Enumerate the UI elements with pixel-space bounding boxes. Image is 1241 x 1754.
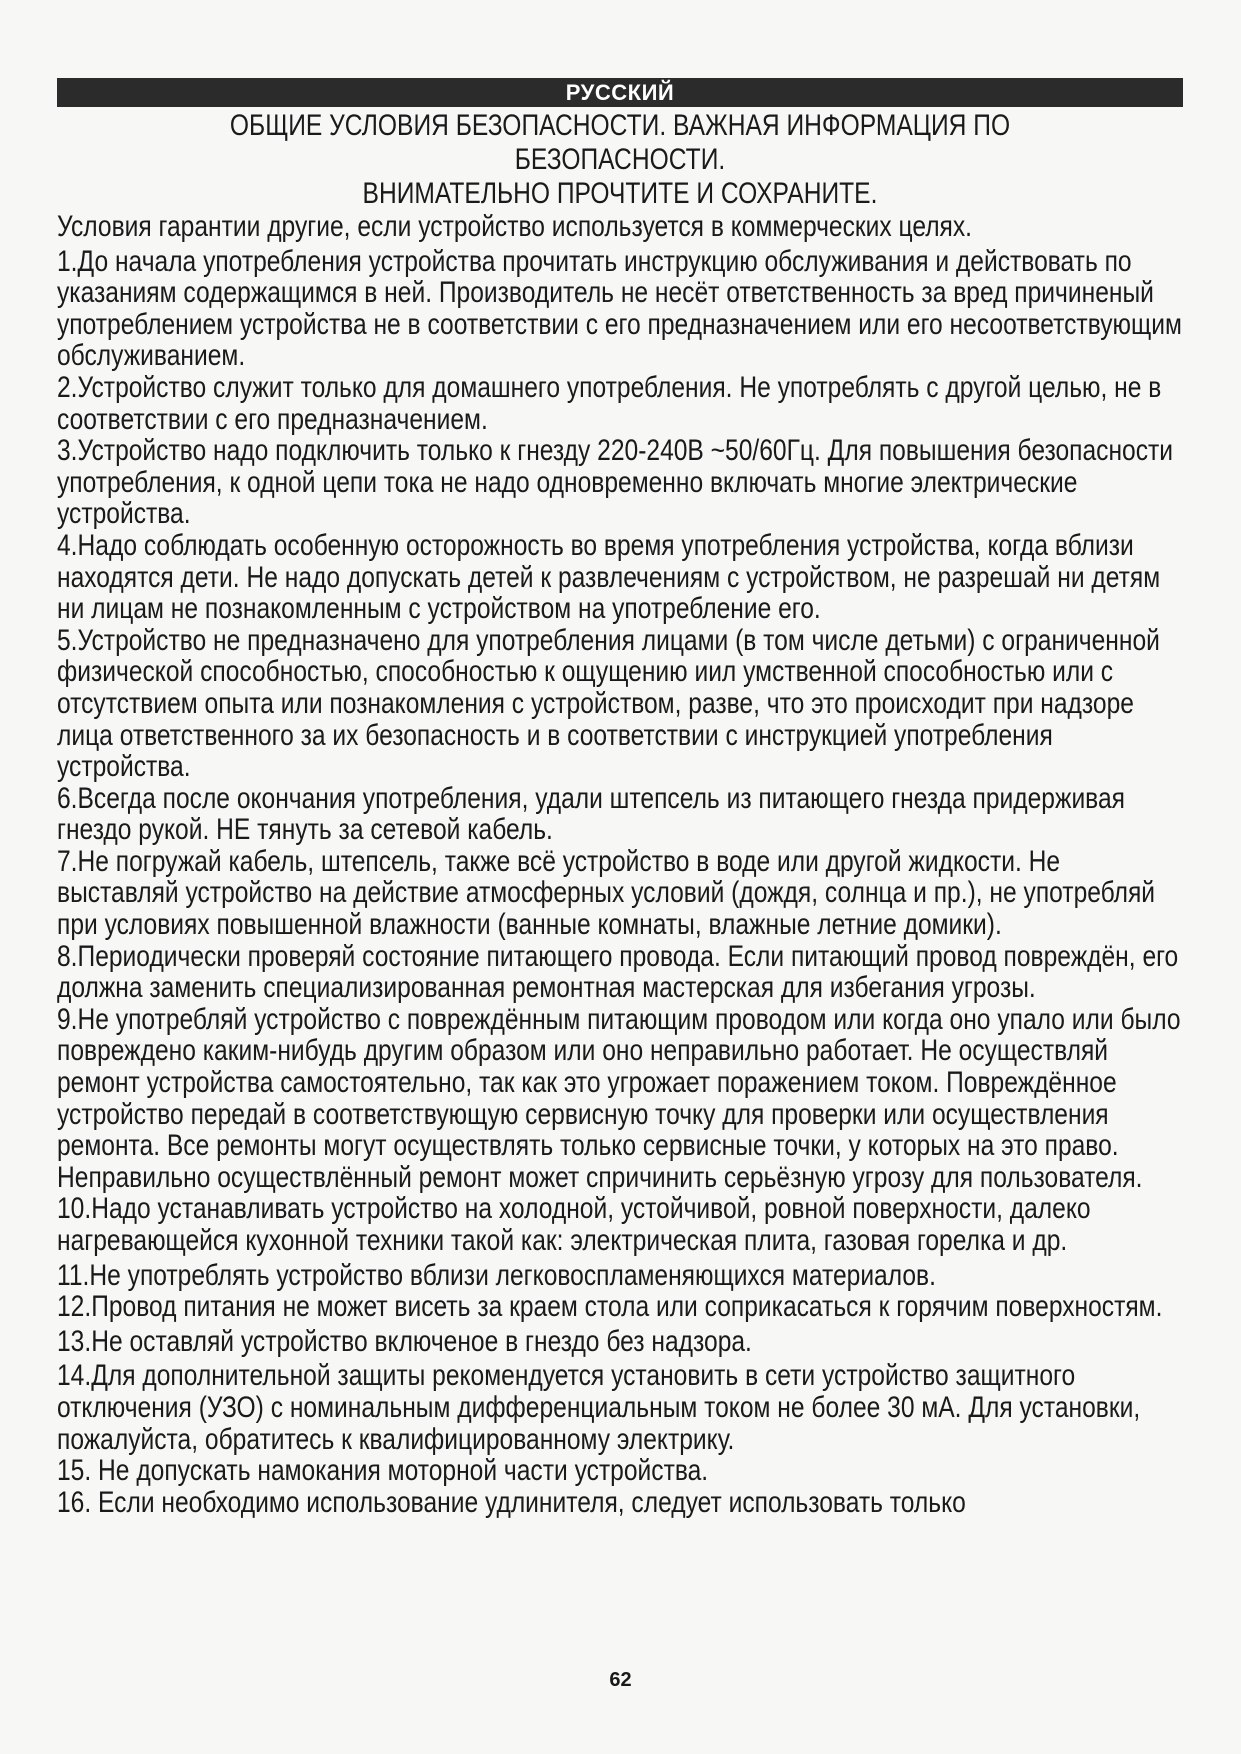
instruction-item-1: 1.До начала употребления устройства прочитать инструкцию обслуживания и действовать по указаниям содержащимся в ней. Производитель не несёт ответственность за вред причиненый употреблением устройства не в соответствии с его предназначением или его несоответствующим обслуживанием. [57,244,1182,373]
section-title-line-2: ВНИМАТЕЛЬНО ПРОЧТИТЕ И СОХРАНИТЕ. [362,177,878,210]
instruction-item-7: 7.Не погружай кабель, штепсель, также всё устройство в воде или другой жидкости. Не выставляй устройство на действие атмосферных условий (дождя, солнца и пр.), не употребляй при условиях повышенной влажности (ванные комнаты, влажные летние домики). [57,844,1156,942]
instruction-item-14: 14.Для дополнительной защиты рекомендуется установить в сети устройство защитного отключения (УЗО) с номинальным дифференциальным током не более 30 мА. Для установки, пожалуйста, обратитесь к квалифицированному электрику. [57,1359,1141,1456]
instruction-item-16: 16. Если необходимо использование удлинителя, следует использовать только [57,1485,966,1519]
instruction-item-13: 13.Не оставляй устройство включеное в гнездо без надзора. [57,1324,752,1358]
instruction-item-8: 8.Периодически проверяй состояние питающего провода. Если питающий провод повреждён, его должна заменить специализированная ремонтная мастерская для избегания угрозы. [57,939,1179,1005]
manual-page [57,78,1183,1518]
instruction-item-3: 3.Устройство надо подключить только к гнезду 220-240В ~50/60Гц. Для повышения безопасности употребления, к одной цепи тока не надо одновременно включать многие электрические устройства. [57,434,1174,531]
instruction-item-15: 15. Не допускать намокания моторной части устройства. [57,1454,709,1488]
instruction-item-6: 6.Всегда после окончания употребления, удали штепсель из питающего гнезда придерживая гнездо рукой. НЕ тянуть за сетевой кабель. [57,781,1125,847]
instruction-item-5: 5.Устройство не предназначено для употребления лицами (в том числе детьми) с ограниченной физической способностью, способностью к ощущению иил умственной способностью или с отсутствием опыта или познакомления с устройством, разве, что это происходит при надзоре лица ответственного за их безопасность и в соответствии с инструкцией употребления устройства. [57,623,1160,784]
instruction-item-12: 12.Провод питания не может висеть за краем стола или соприкасаться к горячим поверхностям. [57,1290,1163,1324]
language-header-bar: РУССКИЙ [57,78,1183,107]
instruction-item-10: 10.Надо устанавливать устройство на холодной, устойчивой, ровной поверхности, далеко нагревающейся кухонной техники такой как: электрическая плита, газовая горелка и др. [57,1192,1091,1257]
safety-instructions [57,211,1183,1518]
instruction-item-9: 9.Не употребляй устройство с повреждённым питающим проводом или когда оно упало или было повреждено каким-нибудь другим образом или оно неправильно работает. Не осуществляй ремонт устройства самостоятельно, так как это угрожает поражением током. Повреждённое устройство передай в соответствующую сервисную точку для проверки или осуществления ремонта. Все ремонты могут осуществлять только сервисные точки, у которых на это право. Неправильно осуществлённый ремонт может спричинить серьёзную угрозу для пользователя. [57,1002,1181,1194]
section-title-line-1: ОБЩИЕ УСЛОВИЯ БЕЗОПАСНОСТИ. ВАЖНАЯ ИНФОРМАЦИЯ ПО БЕЗОПАСНОСТИ. [229,109,1011,176]
section-title [158,109,1081,211]
instruction-item-2: 2.Устройство служит только для домашнего употребления. Не употреблять с другой целью, не в соответствии с его предназначением. [57,370,1162,436]
warranty-note: Условия гарантии другие, если устройство используется в коммерческих целях. [57,210,973,243]
instruction-item-4: 4.Надо соблюдать особенную осторожность во время употребления устройства, когда вблизи находятся дети. Не надо допускать детей к развлечениям с устройством, не разрешай ни детям ни лицам не познакомленным с устройством на употребление его. [57,528,1161,626]
instruction-item-11: 11.Не употреблять устройство вблизи легковоспламеняющихся материалов. [57,1258,936,1292]
page-number: 62 [609,1669,632,1691]
